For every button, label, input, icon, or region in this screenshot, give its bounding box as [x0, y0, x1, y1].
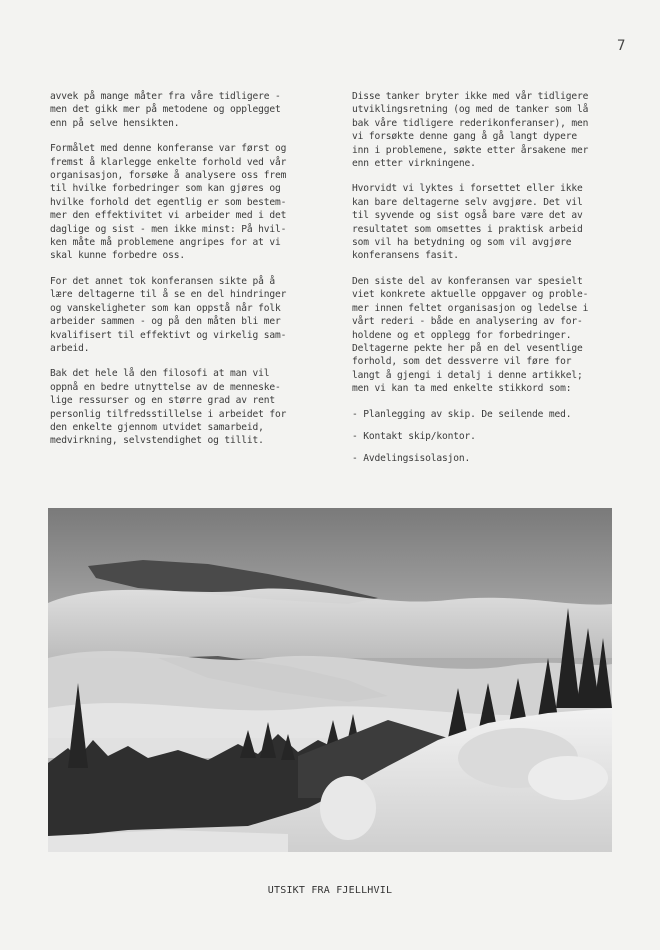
- paragraph: Hvorvidt vi lyktes i forsettet eller ikke kan bare deltagerne selv avgjøre. Det vil til syvende og sist også bare være det av resultatet som omsettes i praktisk arbeid som vil ha betydning og som vil avgjøre konferansens fasit.: [352, 183, 583, 262]
- landscape-photo: [48, 508, 612, 852]
- page-number: 7: [617, 38, 626, 54]
- right-text-column: [352, 90, 628, 475]
- list-item: - Avdelingsisolasjon.: [352, 453, 471, 465]
- paragraph: Disse tanker bryter ikke med vår tidligere utviklingsretning (og med de tanker som lå bak våre tidligere rederikonferanser), men vi forsøkte denne gang å gå langt dypere inn i problemene, søkte etter årsakene mer enn etter virkningene.: [352, 91, 589, 170]
- paragraph: Den siste del av konferansen var spesielt viet konkrete aktuelle oppgaver og proble- mer innen feltet organisasjon og ledelse i vårt rederi - både en analysering av for- holdene og et opplegg for forbedringer. Deltagerne pekte her på en del vesentlige forhold, som det dessverre vil føre for langt å gjengi i detalj i denne artikkel; men vi kan ta med enkelte stikkord som:: [352, 275, 589, 395]
- left-text-column: [50, 90, 322, 460]
- photo-caption: UTSIKT FRA FJELLHVIL: [267, 885, 393, 896]
- paragraph: avvek på mange måter fra våre tidligere - men det gikk mer på metodene og opplegget enn på selve hensikten.: [50, 91, 281, 129]
- list-item: - Kontakt skip/kontor.: [352, 430, 476, 442]
- paragraph: For det annet tok konferansen sikte på å lære deltagerne til å se en del hindringer og vanskeligheter som kan oppstå når folk arbeider sammen - og på den måten bli mer kvalifisert til effektivt og virkelig sam- arbeid.: [50, 275, 287, 354]
- list-item: - Planlegging av skip. De seilende med.: [352, 408, 572, 420]
- bullet-list: [352, 408, 628, 466]
- paragraph: Bak det hele lå den filosofi at man vil oppnå en bedre utnyttelse av de menneske- lige ressurser og en større grad av rent personlig tilfredsstillelse i arbeidet for den enkelte gjennom utvidet samarbeid, medvirkning, selvstendighet og tillit.: [50, 368, 287, 447]
- paragraph: Formålet med denne konferanse var først og fremst å klarlegge enkelte forhold ved vår organisasjon, forsøke å analysere oss frem til hvilke forbedringer som kan gjøres og hvilke forhold det egentlig er som bestem- mer den effektivitet vi arbeider med i det daglige og sist - men ikke minst: På hvil- ken måte må problemene angripes for at vi skal kunne forbedre oss.: [50, 143, 287, 262]
